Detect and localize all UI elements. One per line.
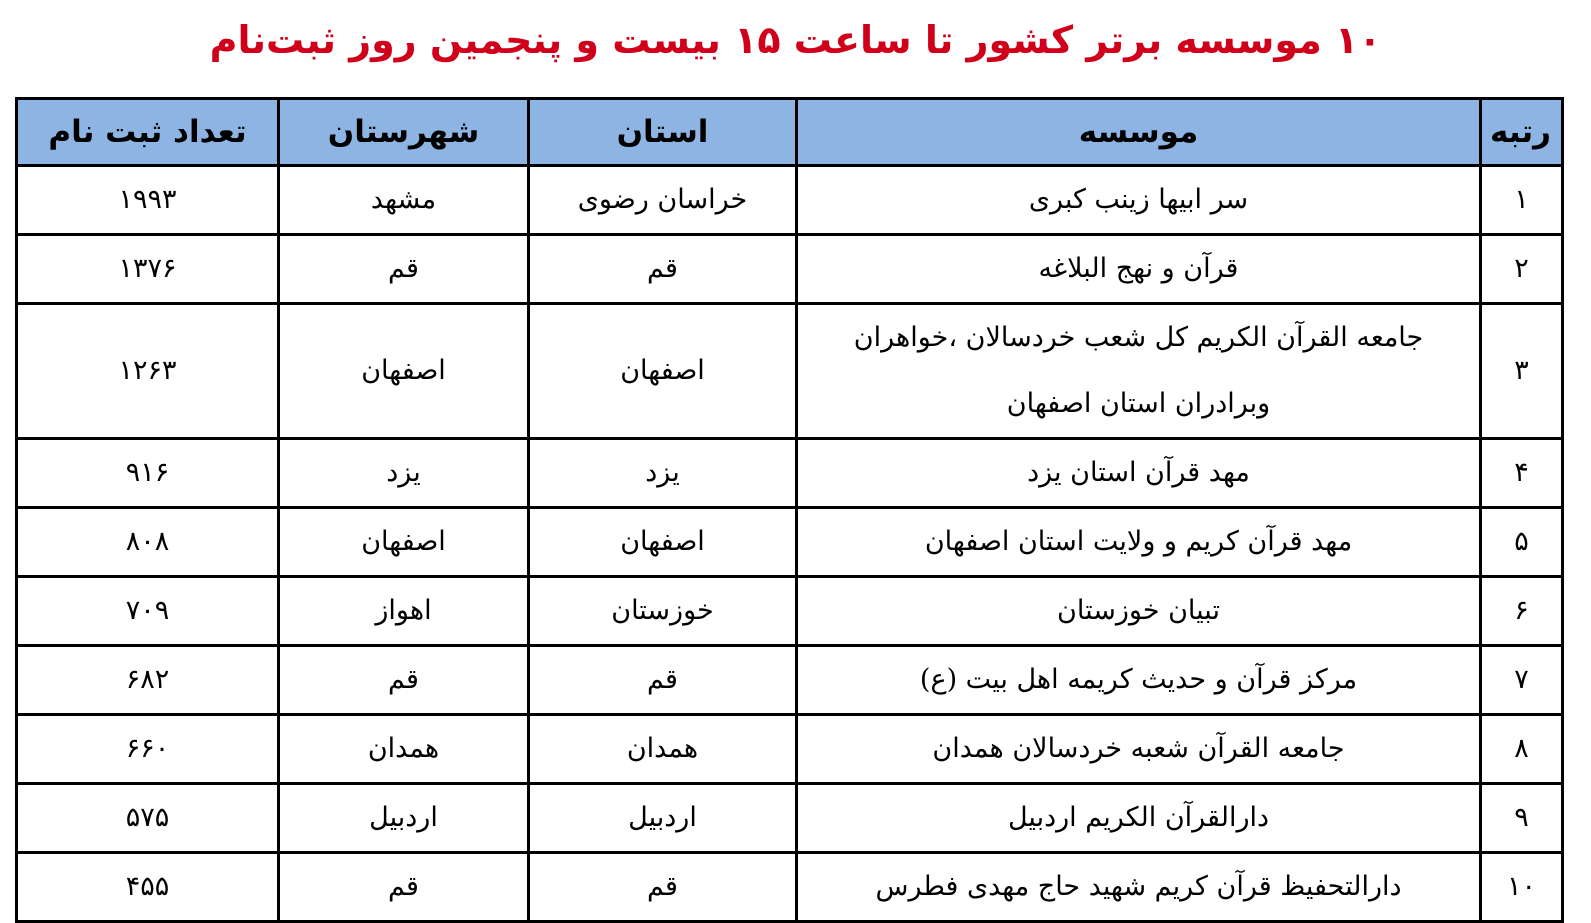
- institution-cell: جامعه القرآن شعبه خردسالان همدان: [797, 715, 1481, 784]
- count-cell: ۵۷۵: [17, 784, 279, 853]
- institution-cell: جامعه القرآن الکریم کل شعب خردسالان ،خواهران وبرادران استان اصفهان: [797, 304, 1481, 439]
- province-cell: قم: [529, 235, 797, 304]
- institution-cell: مهد قرآن کریم و ولایت استان اصفهان: [797, 508, 1481, 577]
- table-row: [17, 577, 1563, 646]
- province-cell: یزد: [529, 439, 797, 508]
- city-cell: اصفهان: [279, 304, 529, 439]
- count-cell: ۶۶۰: [17, 715, 279, 784]
- city-cell: قم: [279, 235, 529, 304]
- count-cell: ۱۹۹۳: [17, 166, 279, 235]
- count-cell: ۴۵۵: [17, 853, 279, 922]
- table-row: [17, 853, 1563, 922]
- page-title: ۱۰ موسسه برتر کشور تا ساعت ۱۵ بیست و پنجمین روز ثبت‌نام: [209, 18, 1382, 62]
- province-cell: خوزستان: [529, 577, 797, 646]
- city-cell: همدان: [279, 715, 529, 784]
- institution-cell: مرکز قرآن و حدیث کریمه اهل بیت (ع): [797, 646, 1481, 715]
- count-cell: ۶۸۲: [17, 646, 279, 715]
- rank-cell: ۶: [1481, 577, 1563, 646]
- rank-cell: ۵: [1481, 508, 1563, 577]
- institution-cell: مهد قرآن استان یزد: [797, 439, 1481, 508]
- table-row: [17, 715, 1563, 784]
- table-row: [17, 439, 1563, 508]
- header-institution: موسسه: [797, 99, 1481, 166]
- ranking-table: [15, 97, 1564, 923]
- rank-cell: ۴: [1481, 439, 1563, 508]
- table-row: [17, 304, 1563, 439]
- province-cell: خراسان رضوی: [529, 166, 797, 235]
- table-header-row: [17, 99, 1563, 166]
- table-row: [17, 784, 1563, 853]
- header-rank: رتبه: [1481, 99, 1563, 166]
- rank-cell: ۷: [1481, 646, 1563, 715]
- city-cell: یزد: [279, 439, 529, 508]
- count-cell: ۷۰۹: [17, 577, 279, 646]
- province-cell: اصفهان: [529, 304, 797, 439]
- institution-cell: تبیان خوزستان: [797, 577, 1481, 646]
- city-cell: قم: [279, 646, 529, 715]
- rank-cell: ۳: [1481, 304, 1563, 439]
- province-cell: اردبیل: [529, 784, 797, 853]
- count-cell: ۱۲۶۳: [17, 304, 279, 439]
- city-cell: اهواز: [279, 577, 529, 646]
- city-cell: مشهد: [279, 166, 529, 235]
- rank-cell: ۱۰: [1481, 853, 1563, 922]
- table-row: [17, 166, 1563, 235]
- province-cell: قم: [529, 853, 797, 922]
- institution-cell: دارالتحفیظ قرآن کریم شهید حاج مهدی فطرس: [797, 853, 1481, 922]
- institution-cell: دارالقرآن الکریم اردبیل: [797, 784, 1481, 853]
- city-cell: اردبیل: [279, 784, 529, 853]
- count-cell: ۸۰۸: [17, 508, 279, 577]
- institution-cell: سر ابیها زینب کبری: [797, 166, 1481, 235]
- table-row: [17, 235, 1563, 304]
- count-cell: ۱۳۷۶: [17, 235, 279, 304]
- table-row: [17, 646, 1563, 715]
- province-cell: قم: [529, 646, 797, 715]
- rank-cell: ۱: [1481, 166, 1563, 235]
- header-city: شهرستان: [279, 99, 529, 166]
- count-cell: ۹۱۶: [17, 439, 279, 508]
- header-count: تعداد ثبت نام: [17, 99, 279, 166]
- table-row: [17, 508, 1563, 577]
- province-cell: همدان: [529, 715, 797, 784]
- header-province: استان: [529, 99, 797, 166]
- rank-cell: ۹: [1481, 784, 1563, 853]
- rank-cell: ۸: [1481, 715, 1563, 784]
- city-cell: اصفهان: [279, 508, 529, 577]
- rank-cell: ۲: [1481, 235, 1563, 304]
- city-cell: قم: [279, 853, 529, 922]
- province-cell: اصفهان: [529, 508, 797, 577]
- institution-cell: قرآن و نهج البلاغه: [797, 235, 1481, 304]
